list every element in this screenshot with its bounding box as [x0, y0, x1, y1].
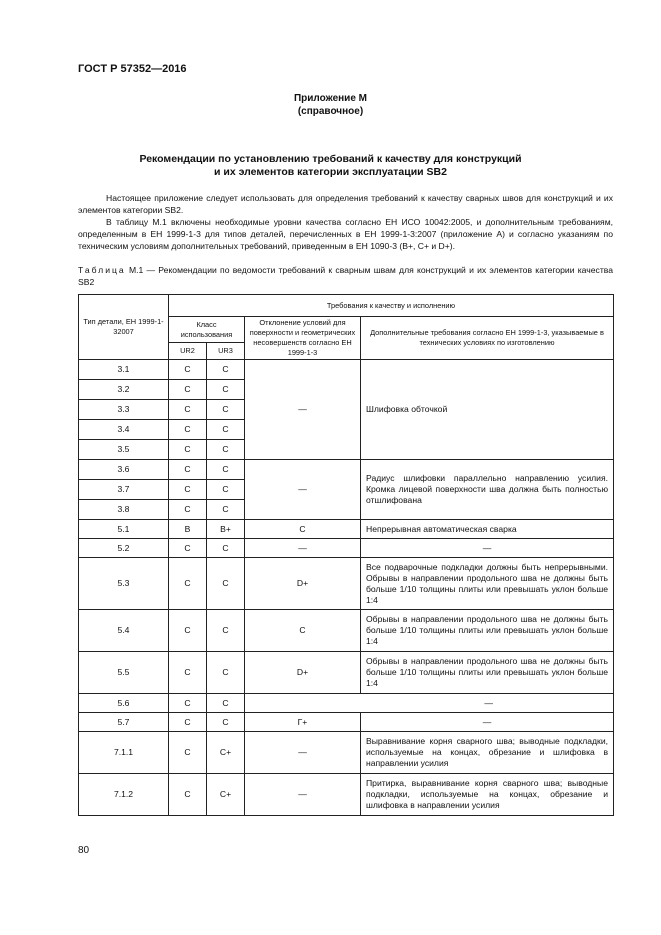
- cell-ur3: C: [207, 440, 245, 460]
- paragraph: Настоящее приложение следует использовать для определения требований к качеству сварных швов для конструкций и их элементов категории SB2.: [78, 193, 613, 215]
- cell-ur2: B: [169, 520, 207, 539]
- cell-additional: Радиус шлифовки параллельно направлению усилия. Кромка лицевой поверхности шва должна быть полностью отшлифована: [361, 460, 614, 520]
- appendix-title: Приложение М: [293, 93, 368, 104]
- cell-ur3: C: [207, 713, 245, 732]
- cell-ur3: C: [207, 360, 245, 380]
- cell-deviation: —: [245, 460, 361, 520]
- cell-ur3: C: [207, 558, 245, 610]
- cell-ur3: C+: [207, 732, 245, 774]
- cell-id: 5.2: [79, 539, 169, 558]
- cell-ur3: C: [207, 420, 245, 440]
- standard-designation: ГОСТ Р 57352—2016: [78, 63, 187, 75]
- table-row: [79, 360, 614, 380]
- table-caption-label: Таблица: [78, 265, 126, 275]
- cell-additional: Обрывы в направлении продольного шва не должны быть больше 1/10 толщины плиты или превышать уклон больше 1:4: [361, 610, 614, 652]
- section-title: [0, 153, 661, 179]
- cell-id: 3.3: [79, 400, 169, 420]
- table-row: [79, 460, 614, 480]
- cell-additional: Притирка, выравнивание корня сварного шва; выводные подкладки, используемые на концах, обрезание и шлифовка в направлении усилия: [361, 774, 614, 816]
- cell-ur2: C: [169, 694, 207, 713]
- cell-additional: Все подварочные подкладки должны быть непрерывными. Обрывы в направлении продольного шва не должны быть больше 1/10 толщины плиты или превышать уклон больше 1:4: [361, 558, 614, 610]
- cell-deviation: Г+: [245, 713, 361, 732]
- cell-id: 3.1: [79, 360, 169, 380]
- page-number: 80: [78, 845, 90, 856]
- table-row: [79, 774, 614, 816]
- cell-id: 3.5: [79, 440, 169, 460]
- table-row: [79, 652, 614, 694]
- cell-id: 5.3: [79, 558, 169, 610]
- paragraph: В таблицу М.1 включены необходимые уровни качества согласно ЕН ИСО 10042:2005, и дополнительным требованиям, определенным в ЕН 1999-1-3 для типов деталей, перечисленных в ЕН 1999-1-3:2007 (приложение А) и согласно указаниям по техническим условиям дополнительных требований, приведенным в ЕН 1090-3 (B+, C+ и D+).: [78, 217, 613, 251]
- cell-id: 5.4: [79, 610, 169, 652]
- cell-additional: —: [361, 713, 614, 732]
- cell-deviation: C: [245, 520, 361, 539]
- cell-id: 5.6: [79, 694, 169, 713]
- cell-ur2: C: [169, 652, 207, 694]
- cell-additional: Обрывы в направлении продольного шва не должны быть больше 1/10 толщины плиты или превышать уклон больше 1:4: [361, 652, 614, 694]
- section-title-line-1: Рекомендации по установлению требований к качеству для конструкций: [139, 153, 522, 165]
- cell-ur3: C: [207, 380, 245, 400]
- appendix-heading: [0, 92, 661, 118]
- cell-ur2: C: [169, 774, 207, 816]
- table-row: [79, 610, 614, 652]
- cell-id: 3.8: [79, 500, 169, 520]
- table-row: [79, 520, 614, 539]
- cell-ur2: C: [169, 420, 207, 440]
- table-row: [79, 694, 614, 713]
- cell-ur3: B+: [207, 520, 245, 539]
- cell-id: 5.5: [79, 652, 169, 694]
- requirements-table: [78, 294, 614, 816]
- section-title-line-2: и их элементов категории эксплуатации SB2: [214, 166, 447, 178]
- table-row: [79, 732, 614, 774]
- header-ur3: UR3: [207, 343, 245, 360]
- cell-id: 7.1.2: [79, 774, 169, 816]
- cell-ur2: C: [169, 732, 207, 774]
- cell-ur2: C: [169, 539, 207, 558]
- cell-ur2: C: [169, 460, 207, 480]
- appendix-note: (справочное): [297, 106, 364, 117]
- cell-id: 7.1.1: [79, 732, 169, 774]
- cell-id: 3.7: [79, 480, 169, 500]
- cell-id: 3.6: [79, 460, 169, 480]
- cell-deviation: D+: [245, 652, 361, 694]
- cell-ur3: C+: [207, 774, 245, 816]
- cell-ur3: C: [207, 539, 245, 558]
- cell-ur2: C: [169, 558, 207, 610]
- cell-ur3: C: [207, 500, 245, 520]
- cell-ur3: C: [207, 480, 245, 500]
- cell-ur2: C: [169, 713, 207, 732]
- header-additional: Дополнительные требования согласно ЕН 1999-1-3, указываемые в технических условиях по изготовлению: [361, 317, 614, 360]
- table-caption-text: М.1 — Рекомендации по ведомости требований к сварным швам для конструкций и их элементов категории качества SB2: [78, 265, 614, 287]
- cell-ur2: C: [169, 610, 207, 652]
- cell-additional: Непрерывная автоматическая сварка: [361, 520, 614, 539]
- cell-ur3: C: [207, 652, 245, 694]
- cell-ur2: C: [169, 400, 207, 420]
- header-deviation: Отклонение условий для поверхности и геометрических несовершенств согласно ЕН 1999-1-3: [245, 317, 361, 360]
- cell-additional: Выравнивание корня сварного шва; выводные подкладки, используемые на концах, обрезание и шлифовка в направлении усилия: [361, 732, 614, 774]
- intro-text: [78, 192, 613, 252]
- cell-merged: —: [245, 694, 614, 713]
- cell-ur2: C: [169, 500, 207, 520]
- table-row: [79, 539, 614, 558]
- cell-deviation: —: [245, 774, 361, 816]
- cell-ur2: C: [169, 380, 207, 400]
- table-caption: [78, 264, 613, 288]
- cell-ur2: C: [169, 480, 207, 500]
- cell-id: 5.7: [79, 713, 169, 732]
- cell-additional: —: [361, 539, 614, 558]
- header-requirements: Требования к качеству и исполнению: [169, 295, 614, 317]
- cell-ur3: C: [207, 610, 245, 652]
- cell-ur3: C: [207, 460, 245, 480]
- table-row: [79, 558, 614, 610]
- cell-id: 3.4: [79, 420, 169, 440]
- cell-deviation: —: [245, 360, 361, 460]
- cell-deviation: C: [245, 610, 361, 652]
- table-row: [79, 713, 614, 732]
- cell-ur2: C: [169, 360, 207, 380]
- cell-deviation: D+: [245, 558, 361, 610]
- cell-deviation: —: [245, 732, 361, 774]
- header-usage-class: Класс использования: [169, 317, 245, 343]
- header-ur2: UR2: [169, 343, 207, 360]
- cell-ur2: C: [169, 440, 207, 460]
- header-detail-type: Тип детали, ЕН 1999-1-32007: [79, 295, 169, 360]
- cell-id: 3.2: [79, 380, 169, 400]
- cell-additional: Шлифовка обточкой: [361, 360, 614, 460]
- cell-ur3: C: [207, 400, 245, 420]
- cell-ur3: C: [207, 694, 245, 713]
- cell-id: 5.1: [79, 520, 169, 539]
- cell-deviation: —: [245, 539, 361, 558]
